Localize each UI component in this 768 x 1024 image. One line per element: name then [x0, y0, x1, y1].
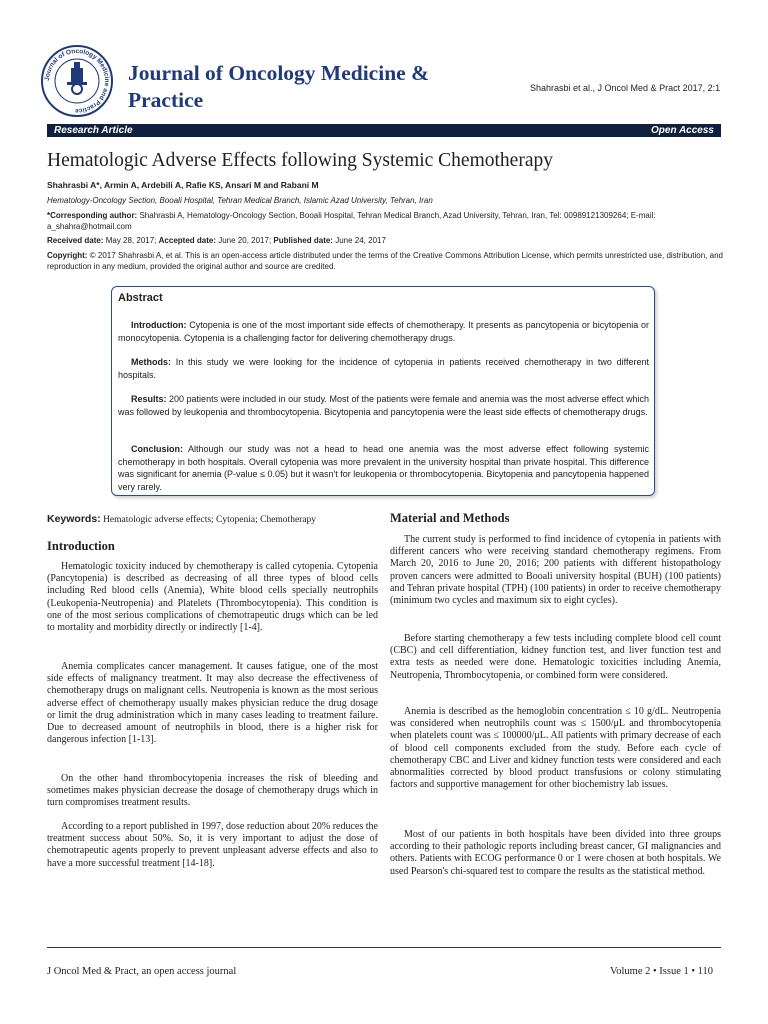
journal-title: Journal of Oncology Medicine & Practice [128, 61, 429, 112]
abstract-methods [118, 356, 649, 381]
introduction-paragraph: On the other hand thrombocytopenia increases the risk of bleeding and sometimes makes physician decrease the dosage of chemotherapy drugs which in turn compromises treatment results. [47, 773, 378, 809]
methods-paragraph: The current study is performed to find incidence of cytopenia in patients with different cancers who were receiving standard chemotherapy regimens. From March 20, 2016 to June 20, 2016; 200 patients with different histopathology proven cancers were admitted to Booali university hospital (BUH) (100 patients) and Tehran private hospital (TPH) (100 patients) in order to receive chemotherapy (minimum two cycles and maximum six to eight cycles). [390, 534, 721, 607]
methods-paragraph: Most of our patients in both hospitals have been divided into three groups according to their pathologic reports including breast cancer, GI malignancies and others. Patients with ECOG performance 0 or 1 were chosen at both hospitals. We used Pearson's chi-squared test to compare the results as the statistical method. [390, 829, 721, 877]
citation: Shahrasbi et al., J Oncol Med & Pract 2017, 2:1 [530, 83, 721, 93]
abstract-conclusion [118, 443, 649, 493]
footer-volume: Volume 2 • Issue 1 • 110 [610, 966, 714, 977]
author-list: Shahrasbi A*, Armin A, Ardebili A, Rafie KS, Ansari M and Rabani M [47, 180, 319, 190]
abstract-results-label: Results: [131, 394, 167, 404]
article-type-band [47, 124, 721, 137]
open-access-label: Open Access [651, 125, 714, 136]
abstract-results-text: 200 patients were included in our study. Most of the patients were female and anemia was the most adverse effect which was followed by leukopenia and thrombocytopenia. Bicytopenia and pancytopenia were the least side effects of chemotherapy drugs. [118, 394, 649, 417]
introduction-heading: Introduction [47, 539, 115, 553]
abstract-introduction-text: Cytopenia is one of the most important side effects of chemotherapy. It presents as pancytopenia or bicytopenia or monocytopenia. Cytopenia is a challenging factor for delivering chemotherapy drugs. [118, 320, 649, 343]
corresponding-text: Shahrasbi A, Hematology-Oncology Section, Booali Hospital, Tehran Medical Branch, Azad University, Tehran, Iran, Tel: 00989121309264; E-mail: a_shahra@hotmail.com [47, 211, 656, 231]
article-type-label: Research Article [54, 125, 133, 136]
abstract-results [118, 393, 649, 418]
copyright-notice [47, 251, 723, 272]
footer-journal: J Oncol Med & Pract, an open access journal [47, 966, 237, 977]
footer-divider [47, 947, 721, 948]
keywords-label: Keywords: [47, 513, 101, 525]
published-date: June 24, 2017 [335, 236, 386, 245]
affiliation: Hematology-Oncology Section, Booali Hospital, Tehran Medical Branch, Islamic Azad University, Tehran, Iran [47, 196, 433, 205]
abstract-conclusion-text: Although our study was not a head to head one anemia was the most adverse effect following systemic chemotherapy in both hospitals. Overall cytopenia was more prevalent in the university hospital than private hospital. This difference was significant for anemia (P-value ≤ 0.05) but it wasn't for leukopenia or thrombocytopenia. Bicytopenia and pancytopenia happened very rarely. [118, 444, 649, 492]
abstract-methods-text: In this study we were looking for the incidence of cytopenia in patients received chemotherapy in two different hospitals. [118, 357, 649, 380]
published-label: Published date: [273, 236, 333, 245]
keywords [47, 513, 378, 525]
methods-heading: Material and Methods [390, 511, 510, 525]
introduction-paragraph: Anemia complicates cancer management. It causes fatigue, one of the most side effects of malignancy treatment. It may also decrease the effectiveness of chemotherapy drugs on malignant cells. Neutropenia is known as the most serious adverse effect of chemotherapy usually makes physician reduce the drug dosage or limit the drug administration which in many cases leading to treatment failure. Due to decreased amount of neutrophils in blood, there is a higher risk for dangerous infection [1-13]. [47, 661, 378, 746]
methods-paragraph: Anemia is described as the hemoglobin concentration ≤ 10 g/dL. Neutropenia was considered when neutrophils count was ≤ 1500/μL and thrombocytopenia when platelets count was ≤ 100000/μL. All patients with primary decrease of each of blood cell components excluded from the study. Before each cycle of chemotherapy CBC and Liver and kidney function tests were considered and each abnormalities corrected by blood product transfusions or colony stimulating factors and supportive management for other biochemistry lab issues. [390, 706, 721, 791]
abstract-heading: Abstract [118, 292, 163, 304]
received-date: May 28, 2017; [105, 236, 157, 245]
journal-logo [40, 44, 114, 118]
article-dates [47, 236, 386, 245]
article-title: Hematologic Adverse Effects following Systemic Chemotherapy [47, 150, 553, 171]
corresponding-author [47, 210, 723, 232]
abstract-methods-label: Methods: [131, 357, 171, 367]
introduction-paragraph: According to a report published in 1997, dose reduction about 20% reduces the treatment success about 50%. So, it is very important to adjust the dose of chemotrapeutic agents properly to prevent unpleasant adverse effects and also to have a more successful treatment [14-18]. [47, 821, 378, 869]
copyright-text: © 2017 Shahrasbi A, et al. This is an open-access article distributed under the terms of the Creative Commons Attribution License, which permits unrestricted use, distribution, and reproduction in any medium, provided the original author and source are credited. [47, 251, 723, 271]
accepted-date: June 20, 2017; [218, 236, 272, 245]
logo-ring-text: Journal of Oncology Medicine and Practice [43, 47, 111, 115]
abstract-introduction-label: Introduction: [131, 320, 187, 330]
abstract-conclusion-label: Conclusion: [131, 444, 183, 454]
keywords-text: Hematologic adverse effects; Cytopenia; Chemotherapy [103, 515, 317, 525]
received-label: Received date: [47, 236, 104, 245]
introduction-paragraph: Hematologic toxicity induced by chemotherapy is called cytopenia. Cytopenia (Pancytopenia) is described as decreasing of all three types of blood cells including Red blood cells (Anemia), White blood cells specially neutrophils (Leukopenia-Neutropenia) and Platelets (Thrombocytopenia). This condition is one of the most serious complications of chemotrapeutic drugs which can be led to mortality and morbidity directly or indirectly [1-4]. [47, 561, 378, 634]
accepted-label: Accepted date: [158, 236, 216, 245]
abstract-introduction [118, 319, 649, 344]
methods-paragraph: Before starting chemotherapy a few tests including complete blood cell count (CBC) and cell differentiation, kidney function test, and liver function test and extra tests as needed were done. Hematologic toxicities including Anemia, Neutropenia, Thrombocytopenia, or combined form were considered. [390, 633, 721, 681]
corresponding-label: *Corresponding author: [47, 211, 138, 220]
copyright-label: Copyright: [47, 251, 88, 260]
